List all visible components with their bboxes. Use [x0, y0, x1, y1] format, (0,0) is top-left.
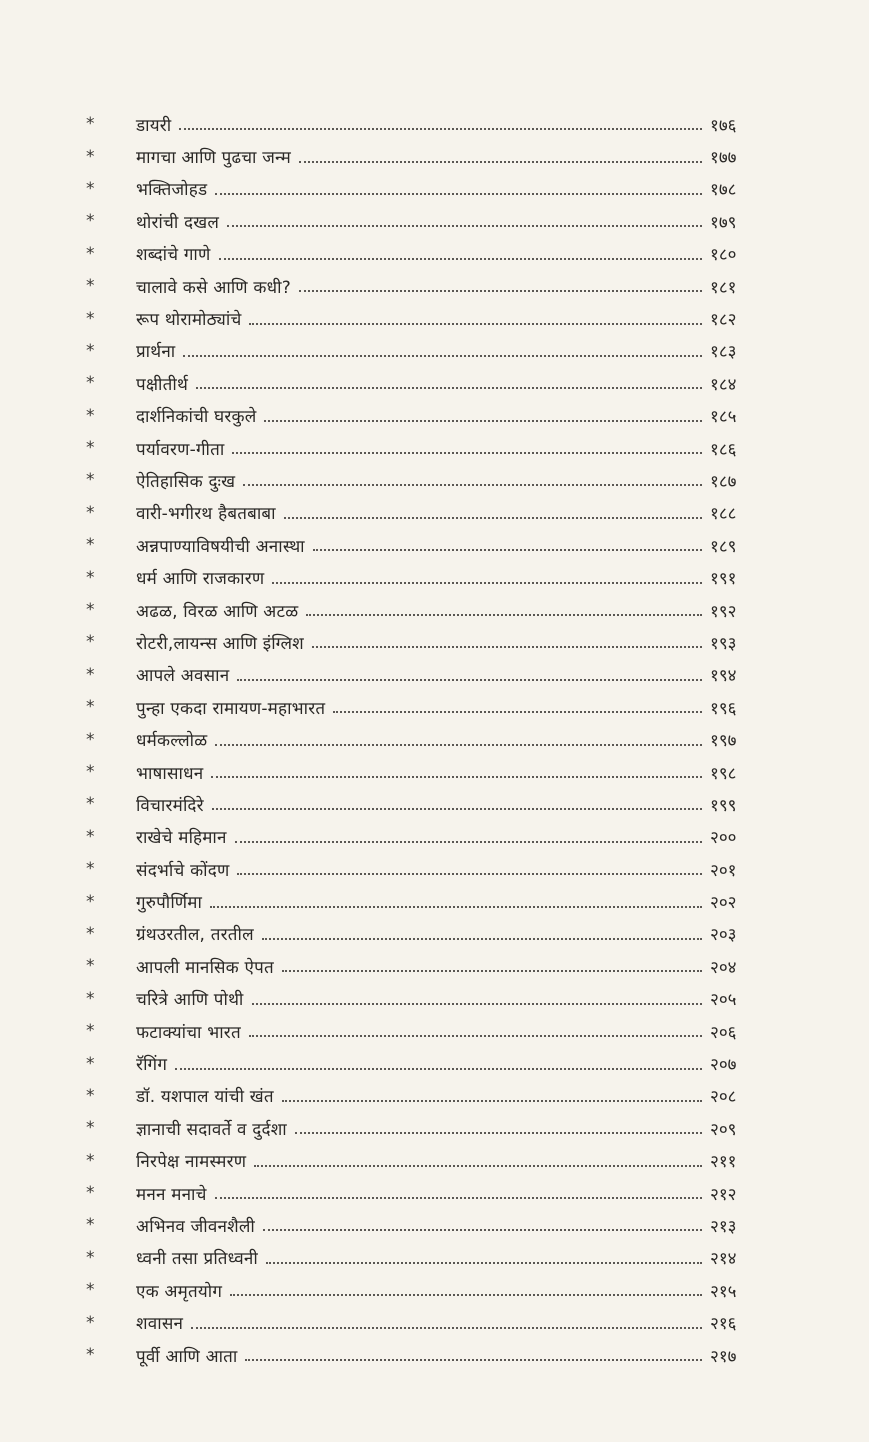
- dot-leader: [230, 1280, 702, 1296]
- asterisk-bullet-icon: *: [86, 211, 95, 232]
- toc-entry: [80, 885, 770, 917]
- dot-leader: [243, 470, 702, 486]
- toc-entry-page-number: १७९: [710, 212, 737, 233]
- toc-entry-title: चालावे कसे आणि कधी?: [136, 277, 291, 298]
- toc-entry-title: ग्रंथउरतील, तरतील: [136, 925, 254, 946]
- toc-entry-page-number: १८४: [710, 374, 737, 395]
- asterisk-bullet-icon: *: [86, 1215, 95, 1236]
- toc-entry: [80, 140, 770, 172]
- toc-entry: [80, 497, 770, 529]
- toc-entry-title: धर्मकल्लोळ: [136, 731, 208, 752]
- asterisk-bullet-icon: *: [86, 859, 95, 880]
- asterisk-bullet-icon: *: [86, 600, 95, 621]
- toc-entry: [80, 561, 770, 593]
- dot-leader: [252, 989, 702, 1005]
- asterisk-bullet-icon: *: [86, 1085, 95, 1106]
- toc-entry-page-number: १८८: [710, 504, 737, 525]
- asterisk-bullet-icon: *: [86, 178, 95, 199]
- toc-entry-page-number: २०९: [710, 1119, 737, 1140]
- toc-entry-page-number: २००: [710, 828, 737, 849]
- toc-entry: [80, 464, 770, 496]
- dot-leader: [215, 730, 702, 746]
- toc-entry-title: दार्शनिकांची घरकुले: [136, 407, 257, 428]
- dot-leader: [313, 535, 702, 551]
- asterisk-bullet-icon: *: [86, 1280, 95, 1301]
- toc-entry: [80, 1274, 770, 1306]
- toc-entry-page-number: १८१: [710, 277, 737, 298]
- dot-leader: [227, 211, 702, 227]
- toc-entry-page-number: १९१: [710, 569, 737, 590]
- dot-leader: [299, 147, 702, 163]
- toc-entry-page-number: २१२: [710, 1184, 737, 1205]
- toc-entry-page-number: १८२: [710, 310, 737, 331]
- dot-leader: [219, 244, 702, 260]
- asterisk-bullet-icon: *: [86, 697, 95, 718]
- toc-entry-page-number: २०३: [710, 925, 737, 946]
- toc-entry: [80, 335, 770, 367]
- toc-entry: [80, 238, 770, 270]
- dot-leader: [211, 762, 702, 778]
- toc-entry-title: अभिनव जीवनशैली: [136, 1216, 256, 1237]
- toc-entry-title: प्रार्थना: [136, 342, 176, 363]
- toc-entry-page-number: १७७: [710, 148, 737, 169]
- toc-entry-title: संदर्भाचे कोंदण: [136, 860, 230, 881]
- toc-entry: [80, 108, 770, 140]
- dot-leader: [232, 438, 702, 454]
- toc-entry: [80, 983, 770, 1015]
- asterisk-bullet-icon: *: [86, 535, 95, 556]
- dot-leader: [175, 1054, 702, 1070]
- toc-entry-title: मागचा आणि पुढचा जन्म: [136, 148, 292, 169]
- toc-entry-page-number: २१३: [710, 1216, 737, 1237]
- toc-entry: [80, 302, 770, 334]
- toc-entry: [80, 1145, 770, 1177]
- asterisk-bullet-icon: *: [86, 1312, 95, 1333]
- toc-entry-page-number: २०१: [710, 860, 737, 881]
- dot-leader: [249, 309, 702, 325]
- toc-entry: [80, 1015, 770, 1047]
- toc-entry-page-number: २१६: [710, 1314, 737, 1335]
- asterisk-bullet-icon: *: [86, 826, 95, 847]
- asterisk-bullet-icon: *: [86, 114, 95, 135]
- asterisk-bullet-icon: *: [86, 1053, 95, 1074]
- asterisk-bullet-icon: *: [86, 1183, 95, 1204]
- toc-entry-title: धर्म आणि राजकारण: [136, 569, 265, 590]
- toc-entry-title: पक्षीतीर्थ: [136, 374, 189, 395]
- asterisk-bullet-icon: *: [86, 1247, 95, 1268]
- toc-entry: [80, 1177, 770, 1209]
- asterisk-bullet-icon: *: [86, 1118, 95, 1139]
- toc-entry-title: भाषासाधन: [136, 763, 204, 784]
- toc-entry-title: अढळ, विरळ आणि अटळ: [136, 601, 299, 622]
- asterisk-bullet-icon: *: [86, 891, 95, 912]
- toc-entry: [80, 691, 770, 723]
- toc-entry-title: रॅगिंग: [136, 1055, 168, 1076]
- toc-entry-title: पुन्हा एकदा रामायण-महाभारत: [136, 698, 326, 719]
- asterisk-bullet-icon: *: [86, 632, 95, 653]
- toc-entry: [80, 659, 770, 691]
- dot-leader: [333, 697, 702, 713]
- toc-entry-page-number: २०८: [710, 1087, 737, 1108]
- toc-entry-page-number: १९४: [710, 666, 737, 687]
- toc-entry-title: डॉ. यशपाल यांची खंत: [136, 1087, 274, 1108]
- toc-entry-page-number: २०२: [710, 893, 737, 914]
- asterisk-bullet-icon: *: [86, 956, 95, 977]
- toc-entry-title: ज्ञानाची सदावर्ते व दुर्दशा: [136, 1119, 287, 1140]
- dot-leader: [264, 406, 702, 422]
- toc-entry-page-number: २०६: [710, 1022, 737, 1043]
- toc-entry-page-number: १७८: [710, 180, 737, 201]
- toc-entry-title: चरित्रे आणि पोथी: [136, 990, 244, 1011]
- asterisk-bullet-icon: *: [86, 276, 95, 297]
- asterisk-bullet-icon: *: [86, 340, 95, 361]
- toc-entry: [80, 367, 770, 399]
- asterisk-bullet-icon: *: [86, 1345, 95, 1366]
- asterisk-bullet-icon: *: [86, 373, 95, 394]
- dot-leader: [282, 956, 702, 972]
- dot-leader: [262, 924, 702, 940]
- toc-entry: [80, 788, 770, 820]
- toc-entry: [80, 626, 770, 658]
- asterisk-bullet-icon: *: [86, 794, 95, 815]
- asterisk-bullet-icon: *: [86, 988, 95, 1009]
- toc-entry: [80, 723, 770, 755]
- toc-entry: [80, 950, 770, 982]
- dot-leader: [272, 568, 702, 584]
- toc-entry: [80, 1112, 770, 1144]
- toc-entry: [80, 918, 770, 950]
- toc-entry-title: विचारमंदिरे: [136, 795, 204, 816]
- toc-entry: [80, 853, 770, 885]
- toc-entry-page-number: १९९: [710, 795, 737, 816]
- asterisk-bullet-icon: *: [86, 664, 95, 685]
- toc-entry-title: निरपेक्ष नामस्मरण: [136, 1152, 247, 1173]
- toc-entry: [80, 821, 770, 853]
- dot-leader: [237, 859, 702, 875]
- toc-entry-title: वारी-भगीरथ हैबतबाबा: [136, 504, 276, 525]
- toc-entry-title: राखेचे महिमान: [136, 828, 227, 849]
- toc-entry: [80, 205, 770, 237]
- toc-entry-page-number: १९६: [710, 698, 737, 719]
- toc-entry-title: ऐतिहासिक दुःख: [136, 471, 236, 492]
- toc-entry-page-number: १९२: [710, 601, 737, 622]
- dot-leader: [249, 1021, 702, 1037]
- toc-entry: [80, 270, 770, 302]
- toc-entry-title: पूर्वी आणि आता: [136, 1346, 238, 1367]
- toc-entry-page-number: २०५: [710, 990, 737, 1011]
- toc-entry-title: शवासन: [136, 1314, 184, 1335]
- dot-leader: [306, 600, 702, 616]
- dot-leader: [179, 114, 702, 130]
- toc-entry-title: भक्तिजोहड: [136, 180, 208, 201]
- toc-entry-title: ध्वनी तसा प्रतिध्वनी: [136, 1249, 258, 1270]
- toc-entry-page-number: १७६: [710, 115, 737, 136]
- dot-leader: [299, 276, 702, 292]
- toc-entry: [80, 432, 770, 464]
- asterisk-bullet-icon: *: [86, 502, 95, 523]
- dot-leader: [191, 1313, 702, 1329]
- toc-entry-title: पर्यावरण-गीता: [136, 439, 225, 460]
- asterisk-bullet-icon: *: [86, 923, 95, 944]
- dot-leader: [215, 1183, 702, 1199]
- toc-entry-page-number: १९८: [710, 763, 737, 784]
- toc-entry-title: एक अमृतयोग: [136, 1281, 223, 1302]
- toc-entry-title: थोरांची दखल: [136, 212, 220, 233]
- toc-entry: [80, 1339, 770, 1371]
- toc-entry-page-number: १८७: [710, 471, 737, 492]
- dot-leader: [254, 1151, 702, 1167]
- toc-entry-page-number: २१४: [710, 1249, 737, 1270]
- dot-leader: [183, 341, 702, 357]
- toc-entry-page-number: १९३: [710, 633, 737, 654]
- toc-entry-title: फटाक्यांचा भारत: [136, 1022, 241, 1043]
- toc-entry-title: डायरी: [136, 115, 172, 136]
- toc-entry-page-number: २१५: [710, 1281, 737, 1302]
- dot-leader: [215, 179, 702, 195]
- dot-leader: [237, 665, 702, 681]
- asterisk-bullet-icon: *: [86, 470, 95, 491]
- toc-entry: [80, 1209, 770, 1241]
- toc-entry: [80, 594, 770, 626]
- asterisk-bullet-icon: *: [86, 762, 95, 782]
- dot-leader: [235, 827, 702, 843]
- dot-leader: [312, 632, 702, 648]
- dot-leader: [282, 1086, 702, 1102]
- asterisk-bullet-icon: *: [86, 567, 95, 588]
- toc-entry-page-number: २१७: [710, 1346, 737, 1367]
- asterisk-bullet-icon: *: [86, 405, 95, 426]
- dot-leader: [196, 373, 702, 389]
- toc-entry: [80, 1047, 770, 1079]
- dot-leader: [210, 892, 702, 908]
- dot-leader: [263, 1215, 702, 1231]
- dot-leader: [295, 1118, 702, 1134]
- toc-entry-page-number: २०४: [710, 957, 737, 978]
- toc-entry: [80, 1080, 770, 1112]
- toc-entry-title: अन्नपाण्याविषयीची अनास्था: [136, 536, 305, 557]
- toc-entry-title: आपली मानसिक ऐपत: [136, 957, 274, 978]
- toc-entry: [80, 529, 770, 561]
- toc-entry-page-number: १८६: [710, 439, 737, 460]
- asterisk-bullet-icon: *: [86, 243, 95, 264]
- toc-entry-title: आपले अवसान: [136, 666, 230, 687]
- toc-entry: [80, 173, 770, 205]
- asterisk-bullet-icon: *: [86, 729, 95, 750]
- dot-leader: [266, 1248, 702, 1264]
- toc-entry-page-number: २११: [710, 1152, 737, 1173]
- toc-entry: [80, 756, 770, 788]
- toc-entry-page-number: २०७: [710, 1055, 737, 1076]
- asterisk-bullet-icon: *: [86, 1150, 95, 1171]
- asterisk-bullet-icon: *: [86, 438, 95, 459]
- dot-leader: [212, 794, 702, 810]
- toc-entry: [80, 1242, 770, 1274]
- toc-entry-page-number: १८९: [710, 536, 737, 557]
- dot-leader: [284, 503, 702, 519]
- toc-entry-title: मनन मनाचे: [136, 1184, 207, 1205]
- toc-entry-page-number: १८३: [710, 342, 737, 363]
- toc-entry-page-number: १८०: [710, 245, 737, 266]
- toc-entry-title: गुरुपौर्णिमा: [136, 893, 203, 914]
- asterisk-bullet-icon: *: [86, 308, 95, 329]
- toc-entry-title: शब्दांचे गाणे: [136, 245, 211, 266]
- toc-entry: [80, 1306, 770, 1338]
- toc-entry-page-number: १९७: [710, 731, 737, 752]
- toc-entry-title: रूप थोरामोठ्यांचे: [136, 310, 242, 331]
- table-of-contents: [80, 108, 770, 1371]
- dot-leader: [245, 1345, 702, 1361]
- toc-entry-title: रोटरी,लायन्स आणि इंग्लिश: [136, 633, 304, 654]
- asterisk-bullet-icon: *: [86, 146, 95, 167]
- toc-entry: [80, 400, 770, 432]
- asterisk-bullet-icon: *: [86, 1021, 95, 1042]
- toc-entry-page-number: १८५: [710, 407, 737, 428]
